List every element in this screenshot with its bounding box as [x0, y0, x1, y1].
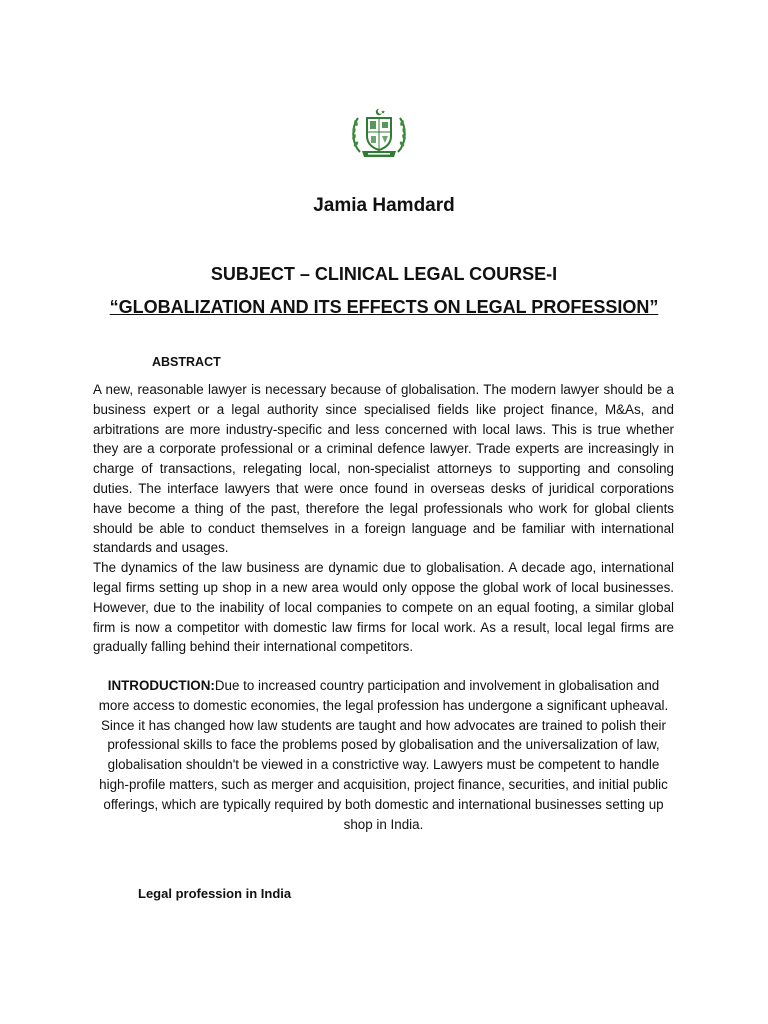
document-title: “GLOBALIZATION AND ITS EFFECTS ON LEGAL PROFESSION”	[109, 297, 659, 317]
abstract-paragraph: The dynamics of the law business are dynamic due to globalisation. A decade ago, international legal firms setting up shop in a new area would only oppose the global work of local businesses. However, due to the inability of local companies to compete on an equal footing, a similar global firm is now a competitor with domestic law firms for local work. As a result, local legal firms are gradually falling behind their international competitors.	[93, 560, 674, 655]
introduction-section	[93, 676, 674, 834]
section-heading: Legal profession in India	[138, 886, 292, 901]
subject-heading: SUBJECT – CLINICAL LEGAL COURSE-I	[210, 264, 558, 284]
abstract-body	[93, 380, 674, 657]
university-emblem-icon	[348, 106, 410, 160]
abstract-paragraph: A new, reasonable lawyer is necessary because of globalisation. The modern lawyer should be a business expert or a legal authority since specialised fields like project finance, M&As, and arbitrations are more industry-specific and less concerned with local laws. This is true whether they are a corporate professional or a criminal defence lawyer. Trade experts are increasingly in charge of transactions, relegating local, non-specialist attorneys to supporting and consoling duties. The interface lawyers that were once found in overseas desks of juridical corporations have become a thing of the past, therefore the legal professionals who work for global clients should be able to conduct themselves in a foreign language and be familiar with international standards and usages.	[93, 382, 674, 556]
introduction-label: INTRODUCTION:	[107, 678, 215, 693]
introduction-text: Due to increased country participation and involvement in globalisation and more access to domestic economies, the legal profession has undergone a significant upheaval. Since it has changed how law students are taught and how advocates are trained to polish their professional skills to face the problems posed by globalisation and the universalization of law, globalisation shouldn't be viewed in a constrictive way. Lawyers must be competent to handle high-profile matters, such as merger and acquisition, project finance, securities, and initial public offerings, which are typically required by both domestic and international businesses setting up shop in India.	[98, 678, 669, 832]
abstract-heading: ABSTRACT	[152, 355, 221, 369]
institution-name: Jamia Hamdard	[313, 195, 455, 216]
